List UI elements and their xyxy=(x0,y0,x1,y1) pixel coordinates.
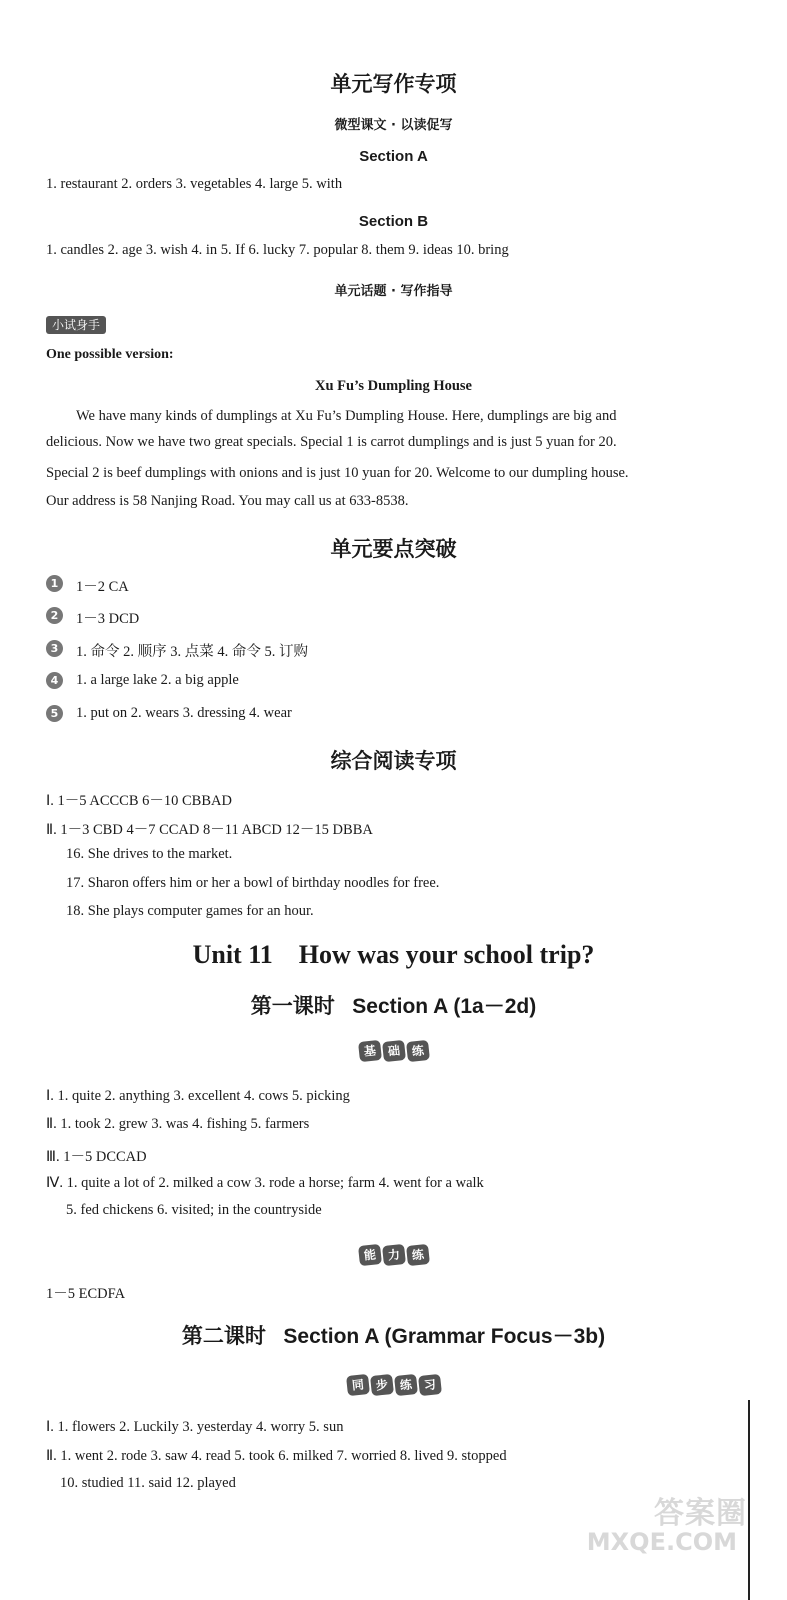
badge-char: 练 xyxy=(406,1244,430,1266)
writing-subtitle-1: 微型课文 · 以读促写 xyxy=(334,118,453,133)
section-b-answers: 1. candles 2. age 3. wish 4. in 5. If 6. lucky 7. popular 8. them 9. ideas 10. bring xyxy=(46,242,509,258)
keypoint-answer: 1. a large lake 2. a big apple xyxy=(76,672,239,688)
badge-char: 练 xyxy=(394,1374,418,1396)
watermark-url: MXQE.COM xyxy=(586,1528,737,1556)
lesson-2-answer: Ⅰ. 1. flowers 2. Luckily 3. yesterday 4. worry 5. sun xyxy=(46,1419,344,1435)
watermark-logo: 答案圈 xyxy=(654,1496,747,1531)
ability-answer: 1－5 ECDFA xyxy=(46,1286,126,1302)
badge-char: 基 xyxy=(358,1040,382,1062)
reading-answer: Ⅱ. 1－3 CBD 4－7 CCAD 8－11 ABCD 12－15 DBBA xyxy=(46,822,373,838)
page-edge-line xyxy=(748,1400,750,1600)
reading-answer: 18. She plays computer games for an hour. xyxy=(66,903,314,919)
essay-line: delicious. Now we have two great specials. Special 1 is carrot dumplings and is just 5 yuan for 20. xyxy=(46,434,617,450)
section-a-answers: 1. restaurant 2. orders 3. vegetables 4. large 5. with xyxy=(46,176,343,192)
badge-char: 习 xyxy=(418,1374,442,1396)
ability-practice-badge xyxy=(0,1245,787,1265)
lesson-2-answer: 10. studied 11. said 12. played xyxy=(60,1475,236,1491)
unit-title: Unit 11 How was your school trip? xyxy=(192,940,595,969)
keypoint-answer: 1. put on 2. wears 3. dressing 4. wear xyxy=(76,705,292,721)
try-it-tag: 小试身手 xyxy=(46,316,106,334)
lesson-1-title: 第一课时 Section A (1a－2d) xyxy=(250,995,537,1018)
section-b-heading: Section B xyxy=(358,213,429,230)
badge-char: 能 xyxy=(358,1244,382,1266)
lesson-2-title: 第二课时 Section A (Grammar Focus－3b) xyxy=(181,1325,606,1348)
writing-subtitle-2: 单元话题 · 写作指导 xyxy=(334,284,453,299)
essay-line: Special 2 is beef dumplings with onions and is just 10 yuan for 20. Welcome to our dumpling house. xyxy=(46,465,629,481)
basic-practice-badge xyxy=(0,1041,787,1061)
badge-char: 础 xyxy=(382,1040,406,1062)
essay-title: Xu Fu’s Dumpling House xyxy=(315,378,472,394)
badge-char: 同 xyxy=(346,1374,370,1396)
item-number-icon: 5 xyxy=(46,705,63,722)
lesson-2-answer: Ⅱ. 1. went 2. rode 3. saw 4. read 5. took 6. milked 7. worried 8. lived 9. stopped xyxy=(46,1448,507,1464)
reading-answer: 17. Sharon offers him or her a bowl of birthday noodles for free. xyxy=(66,875,440,891)
writing-title: 单元写作专项 xyxy=(330,72,457,96)
keypoint-answer: 1－2 CA xyxy=(76,579,129,595)
badge-char: 步 xyxy=(370,1374,394,1396)
lesson-1-answer: Ⅰ. 1. quite 2. anything 3. excellent 4. cows 5. picking xyxy=(46,1088,350,1104)
essay-line: We have many kinds of dumplings at Xu Fu’s Dumpling House. Here, dumplings are big and xyxy=(76,408,617,424)
sync-practice-badge xyxy=(0,1375,787,1395)
lesson-1-answer: Ⅲ. 1－5 DCCAD xyxy=(46,1149,147,1165)
badge-char: 练 xyxy=(406,1040,430,1062)
item-number-icon: 2 xyxy=(46,607,63,624)
section-a-heading: Section A xyxy=(359,148,428,165)
reading-answer: Ⅰ. 1－5 ACCCB 6－10 CBBAD xyxy=(46,793,232,809)
item-number-icon: 4 xyxy=(46,672,63,689)
item-number-icon: 3 xyxy=(46,640,63,657)
reading-answer: 16. She drives to the market. xyxy=(66,846,233,862)
lesson-1-answer: 5. fed chickens 6. visited; in the countryside xyxy=(66,1202,322,1218)
lesson-1-answer: Ⅱ. 1. took 2. grew 3. was 4. fishing 5. farmers xyxy=(46,1116,310,1132)
item-number-icon: 1 xyxy=(46,575,63,592)
keypoints-title: 单元要点突破 xyxy=(330,537,457,561)
reading-title: 综合阅读专项 xyxy=(330,749,457,773)
version-label: One possible version: xyxy=(46,347,174,362)
keypoint-answer: 1. 命令 2. 顺序 3. 点菜 4. 命令 5. 订购 xyxy=(76,644,308,660)
essay-line: Our address is 58 Nanjing Road. You may call us at 633-8538. xyxy=(46,493,409,509)
lesson-1-answer: Ⅳ. 1. quite a lot of 2. milked a cow 3. rode a horse; farm 4. went for a walk xyxy=(46,1175,484,1191)
badge-char: 力 xyxy=(382,1244,406,1266)
keypoint-answer: 1－3 DCD xyxy=(76,611,140,627)
